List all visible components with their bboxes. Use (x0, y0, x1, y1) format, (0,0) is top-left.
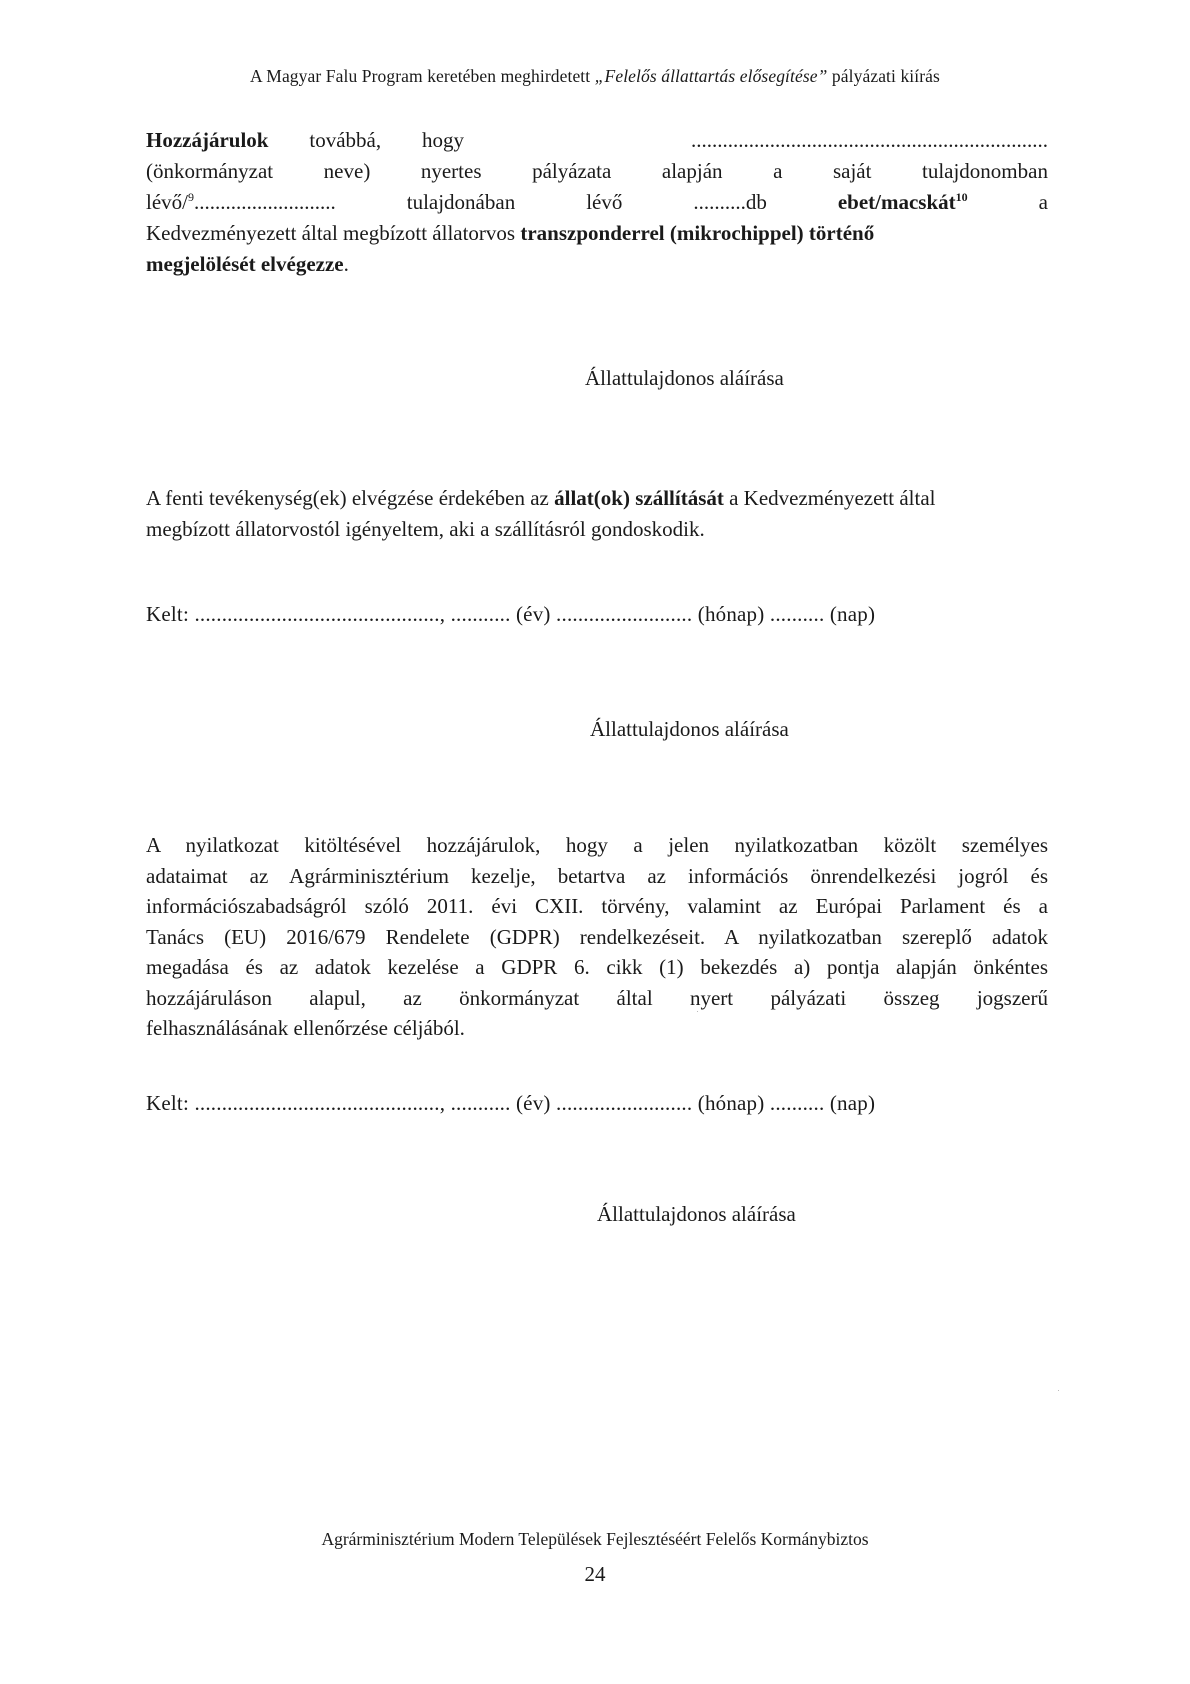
consent-bold-transzponder: transzponderrel (mikrochippel) történő (520, 221, 875, 245)
consent-word: a (773, 159, 783, 183)
signature-label-3: Állattulajdonos aláírása (597, 1202, 796, 1226)
consent-line-2 (146, 156, 1048, 187)
consent-bold-ebet: ebet/macskát (837, 190, 956, 214)
consent-word: továbbá, (309, 128, 382, 152)
footnote-ref-9: 9 (188, 190, 194, 204)
consent-word: hogy (422, 128, 464, 152)
gdpr-line: információszabadságról szóló 2011. évi CXII. törvény, valamint az Európai Parlament és a (146, 894, 1048, 918)
gdpr-line: Tanács (EU) 2016/679 Rendelete (GDPR) rendelkezéseit. A nyilatkozatban szereplő adatok (146, 924, 1048, 949)
consent-line-4 (146, 218, 1048, 249)
consent-word: a (1038, 190, 1048, 214)
consent-word: (önkormányzat (146, 159, 274, 183)
consent-word: pályázata (532, 159, 612, 183)
consent-fragment (838, 187, 968, 218)
gdpr-line: hozzájáruláson alapul, az önkormányzat által nyert pályázati összeg jogszerű (146, 985, 1048, 1010)
fill-in-dots: ........................... (194, 190, 336, 214)
gdpr-last-line: felhasználásának ellenőrzése céljából. (146, 1016, 465, 1040)
gdpr-line: adataimat az Agrárminisztérium kezelje, betartva az információs önrendelkezési jogról és (146, 863, 1048, 888)
transport-bold: állat(ok) szállítását (554, 486, 724, 510)
footnote-ref-10: 10 (955, 190, 968, 204)
consent-word: neve) (323, 159, 371, 183)
consent-word: lévő (586, 190, 623, 214)
consent-line-1 (146, 125, 1048, 156)
header-text-end: pályázati kiírás (827, 66, 940, 86)
transport-line-1 (146, 483, 1048, 514)
consent-word: alapján (661, 159, 723, 183)
consent-word: tulajdonában (406, 190, 516, 214)
page-header (0, 66, 1190, 87)
fill-in-dots: .................................................................... (691, 128, 1048, 152)
consent-fragment (146, 187, 336, 218)
consent-text: lévő/ (146, 190, 188, 214)
consent-text: . (343, 252, 349, 276)
transport-text: A fenti tevékenység(ek) elvégzése érdekében az (146, 486, 555, 510)
signature-label-1: Állattulajdonos aláírása (585, 366, 784, 390)
transport-line-2: megbízott állatorvostól igényeltem, aki a szállításról gondoskodik. (146, 517, 705, 541)
gdpr-line: A nyilatkozat kitöltésével hozzájárulok, hogy a jelen nyilatkozatban közölt személyes (146, 833, 1048, 857)
date-line-2: Kelt: ............................................., ........... (év) ......................... (hónap) .......... (nap) (146, 1091, 876, 1115)
header-text: A Magyar Falu Program keretében meghirdetett (250, 66, 595, 86)
scan-speck (697, 1011, 698, 1012)
date-line-1: Kelt: ............................................., ........... (év) ......................... (hónap) .......... (nap) (146, 602, 876, 626)
page-footer: Agrárminisztérium Modern Települések Fejlesztéséért Felelős Kormánybiztos (321, 1529, 869, 1549)
consent-bold-megjeloles: megjelölését elvégezze (146, 252, 344, 276)
scan-speck (1058, 1390, 1059, 1391)
transport-text: a Kedvezményezett által (723, 486, 936, 510)
header-italic-title: „Felelős állattartás elősegítése” (594, 66, 828, 86)
consent-word: saját (832, 159, 872, 183)
signature-label-2: Állattulajdonos aláírása (590, 717, 789, 741)
consent-line-3 (146, 187, 1048, 218)
page-number: 24 (584, 1562, 606, 1586)
consent-word: tulajdonomban (921, 159, 1048, 183)
consent-line-5 (146, 249, 1048, 280)
gdpr-line: megadása és az adatok kezelése a GDPR 6. cikk (1) bekezdés a) pontja alapján önkéntes (146, 955, 1048, 979)
consent-paragraph (146, 125, 1048, 280)
consent-word: nyertes (420, 159, 482, 183)
transport-paragraph (146, 483, 1048, 545)
consent-bold-hozzajarulok: Hozzájárulok (146, 128, 269, 152)
consent-text: Kedvezményezett által megbízott állatorvos (146, 221, 521, 245)
fill-in-db: ..........db (693, 190, 767, 214)
gdpr-paragraph (146, 830, 1048, 1044)
